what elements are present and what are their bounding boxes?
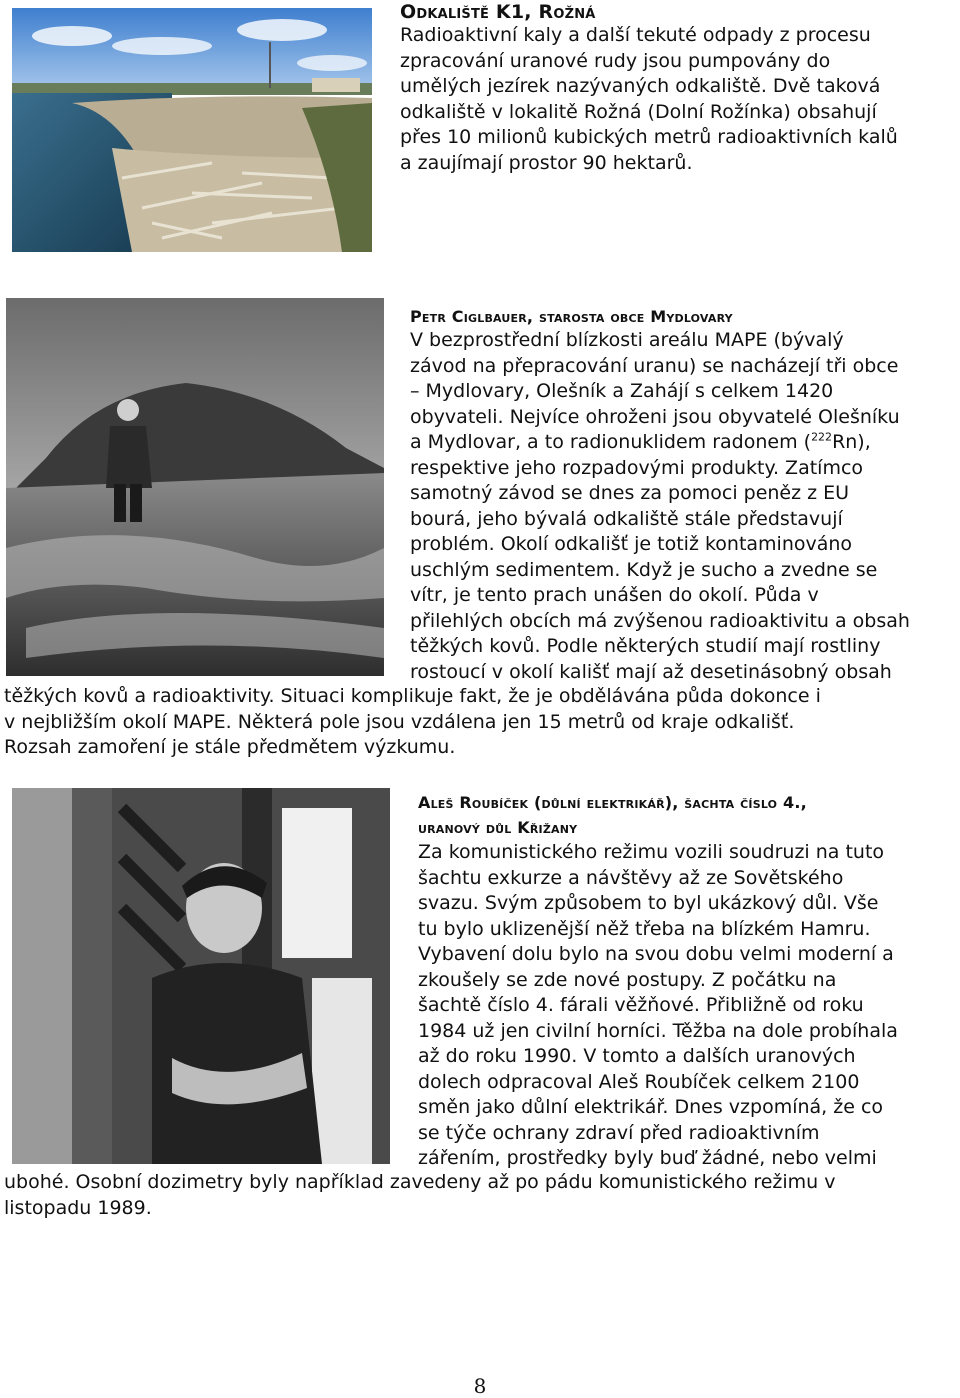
paragraph-line: ubohé. Osobní dozimetry byly například zavedeny až po pádu komunistického režimu v [4,1171,836,1193]
paragraph-line: obyvateli. Nejvíce ohroženi jsou obyvatelé Olešníku [410,405,900,428]
paragraph-line: směn jako důlní elektrikář. Dnes vzpomíná, že co [418,1096,884,1118]
section-mayor-continued [4,684,960,761]
paragraph-line: vítr, je tento prach unášen do okolí. Půda v [410,584,819,606]
section-electrician-continued [4,1170,960,1221]
section-mayor [410,306,960,685]
paragraph-line: samotný závod se dnes za pomoci peněz z EU [410,482,850,504]
paragraph-line: Za komunistického režimu vozili soudruzi na tuto [418,841,885,863]
paragraph-line: uschlým sedimentem. Když je sucho a zvedne se [410,558,878,581]
electrician-portrait-photo [12,788,390,1164]
paragraph-line: rostoucí v okolí kališť mají až desetinásobný obsah [410,660,892,683]
tailings-pond-photo [12,8,372,252]
paragraph-line: – Mydlovary, Olešník a Zahájí s celkem 1420 [410,380,834,402]
paragraph-line: závod na přepracování uranu) se nacházejí tři obce [410,354,899,377]
paragraph-line: respektive jeho rozpadovými produkty. Zatímco [410,456,864,479]
paragraph-line: Radioaktivní kaly a další tekuté odpady z procesu [400,24,871,46]
section-heading: Petr Ciglbauer, starosta obce Mydlovary [410,307,733,326]
paragraph-line: a zaujímají prostor 90 hektarů. [400,151,693,174]
radon-line-text: a Mydlovar, a to radionuklidem radonem ( [410,431,812,453]
paragraph-line: zkoušely se zde nové postupy. Z počátku na [418,968,837,991]
paragraph-line [410,430,960,456]
paragraph-line: umělých jezírek nazývaných odkaliště. Dvě taková [400,75,881,97]
paragraph-line: Rozsah zamoření je stále předmětem výzkumu. [4,736,456,758]
paragraph-line: přes 10 milionů kubických metrů radioaktivních kalů [400,126,898,148]
paragraph-line: v nejbližším okolí MAPE. Některá pole jsou vzdálena jen 15 metrů od kraje odkališť. [4,710,795,733]
paragraph-line: šachtě číslo 4. fárali věžňové. Přibližně od roku [418,994,864,1016]
mayor-portrait-photo [6,298,384,676]
paragraph-line: šachtu exkurze a návštěvy až ze Sovětského [418,866,844,889]
paragraph-line: Vybavení dolu bylo na svou dobu velmi moderní a [418,943,894,965]
section-heading: Aleš Roubíček (důlní elektrikář), šachta číslo 4., [418,793,807,812]
section-heading: Odkaliště K1, Rožná [400,1,596,23]
paragraph-line: bourá, jeho bývalá odkaliště stále představují [410,507,843,530]
section-heading-line2: uranový důl Křižany [418,818,578,837]
paragraph-line: zářením, prostředky byly buď žádné, nebo velmi [418,1147,877,1169]
paragraph-line: svazu. Svým způsobem to byl ukázkový důl. Vše [418,892,879,914]
page-number: 8 [473,1374,487,1398]
paragraph-line: přilehlých obcích má zvýšenou radioaktivitu a obsah [410,609,910,632]
paragraph-line: odkaliště v lokalitě Rožná (Dolní Rožínka) obsahují [400,100,877,123]
paragraph-line: tu bylo uklizenější něž třeba na blízkém Hamru. [418,917,871,940]
paragraph-line: 1984 už jen civilní horníci. Těžba na dole probíhala [418,1019,898,1042]
paragraph-line: problém. Okolí odkališť je totiž kontaminováno [410,533,853,555]
paragraph-line: až do roku 1990. V tomto a dalších uranových [418,1045,856,1067]
paragraph-line: dolech odpracoval Aleš Roubíček celkem 2100 [418,1070,860,1093]
paragraph-line: V bezprostřední blízkosti areálu MAPE (bývalý [410,329,844,351]
section-electrician [418,790,960,1172]
section-tailings [400,2,960,176]
paragraph-line: těžkých kovů. Podle některých studií mají rostliny [410,635,881,657]
paragraph-line: listopadu 1989. [4,1196,152,1219]
radon-isotope-superscript: 222 [811,430,833,444]
paragraph-line: zpracování uranové rudy jsou pumpovány do [400,49,831,72]
paragraph-line: se týče ochrany zdraví před radioaktivním [418,1121,820,1144]
paragraph-line: těžkých kovů a radioaktivity. Situaci komplikuje fakt, že je obdělávána půda dokonce i [4,685,821,707]
radon-line-tail: Rn), [832,431,871,453]
